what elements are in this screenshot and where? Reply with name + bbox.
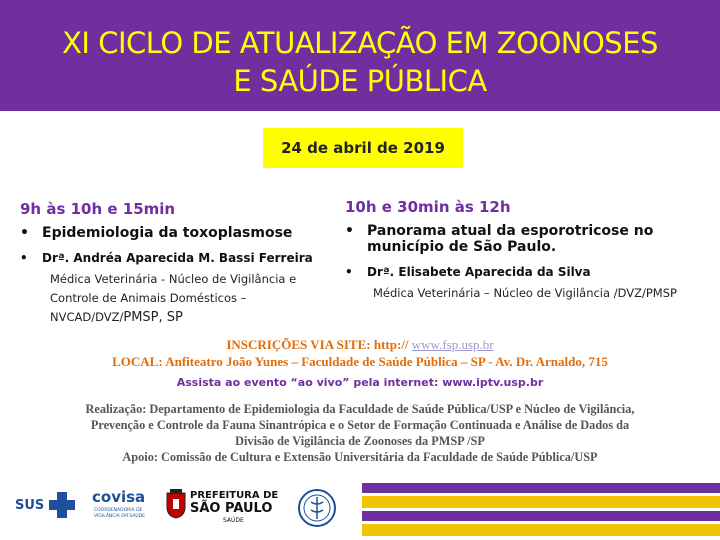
prefeitura-line-3: SAÚDE: [223, 517, 244, 524]
prefeitura-line-2: SÃO PAULO: [190, 501, 273, 516]
session-time: 10h e 30min às 12h: [345, 198, 511, 216]
session-time: 9h às 10h e 15min: [20, 200, 176, 218]
prefeitura-logo: [165, 487, 279, 527]
registration-link[interactable]: www.fsp.usp.br: [411, 337, 494, 352]
desc-line: Médica Veterinária - Núcleo de Vigilância e: [50, 272, 297, 286]
registration-line: [0, 337, 720, 353]
covisa-logo: [92, 488, 158, 524]
seal-icon: [297, 488, 337, 528]
registration-label: INSCRIÇÕES VIA SITE: http://: [226, 337, 412, 352]
title-line-2: E SAÚDE PÚBLICA: [233, 64, 487, 98]
footer-stripe-purple: [362, 483, 720, 493]
title-line-1: XI CICLO DE ATUALIZAÇÃO EM ZOONOSES: [62, 26, 658, 60]
desc-part: PMSP, SP: [123, 310, 183, 325]
speaker-name: Drª. Andréa Aparecida M. Bassi Ferreira: [42, 251, 313, 265]
session-right: [345, 198, 705, 303]
covisa-logo-text: covisa: [92, 488, 146, 506]
city-crest-icon: [165, 489, 187, 519]
speaker-name: Drª. Elisabete Aparecida da Silva: [367, 265, 591, 279]
prefeitura-line-1: PREFEITURA DE: [190, 490, 279, 501]
desc-line: Controle de Animais Domésticos –: [50, 291, 247, 305]
speaker-description: Médica Veterinária – Núcleo de Vigilância /DVZ/PMSP: [373, 286, 677, 300]
desc-line: [50, 308, 330, 327]
date-badge: 24 de abril de 2019: [263, 128, 463, 168]
credits-line: Prevenção e Controle da Fauna Sinantrópica e o Setor de Formação Continuada e Análise de Dados da: [90, 418, 630, 432]
livestream-line: Assista ao evento “ao vivo” pela internet: www.iptv.usp.br: [176, 376, 544, 389]
session-speaker: [20, 251, 330, 265]
topic-line: município de São Paulo.: [367, 239, 557, 255]
location-line: LOCAL: Anfiteatro João Yunes – Faculdade de Saúde Pública – SP - Av. Dr. Arnaldo, 715: [112, 354, 608, 369]
bullet-icon: •: [345, 265, 353, 279]
credits-line: Realização: Departamento de Epidemiologia da Faculdade de Saúde Pública/USP e Núcleo de Vigilância,: [85, 402, 635, 416]
credits-line: Divisão de Vigilância de Zoonoses da PMSP /SP: [235, 434, 485, 448]
footer-stripe-yellow: [362, 524, 720, 536]
footer-stripe-purple: [362, 511, 720, 521]
credits-block: [0, 401, 720, 465]
sus-logo-text: SUS: [15, 498, 45, 513]
credits-line: Apoio: Comissão de Cultura e Extensão Universitária da Faculdade de Saúde Pública/USP: [122, 450, 598, 464]
topic-line: Panorama atual da esporotricose no: [367, 223, 654, 239]
session-topic: [20, 225, 330, 241]
cross-icon: [48, 491, 76, 519]
topic-text: [367, 223, 653, 255]
topic-text: Epidemiologia da toxoplasmose: [42, 225, 293, 241]
bullet-icon: •: [20, 251, 28, 265]
footer-stripe-yellow: [362, 496, 720, 508]
session-left: [20, 200, 330, 327]
session-topic: [345, 223, 705, 255]
desc-part: NVCAD/DVZ/: [50, 310, 124, 324]
fsp-usp-seal: [297, 488, 337, 528]
bullet-icon: •: [345, 223, 354, 239]
covisa-subtitle: VIGILÂNCIA EM SAÚDE: [94, 514, 146, 519]
session-speaker: [345, 265, 705, 279]
speaker-description: [50, 270, 330, 327]
covisa-subtitle: COORDENADORIA DE: [94, 508, 143, 513]
bullet-icon: •: [20, 225, 29, 241]
sus-logo: [15, 491, 77, 519]
